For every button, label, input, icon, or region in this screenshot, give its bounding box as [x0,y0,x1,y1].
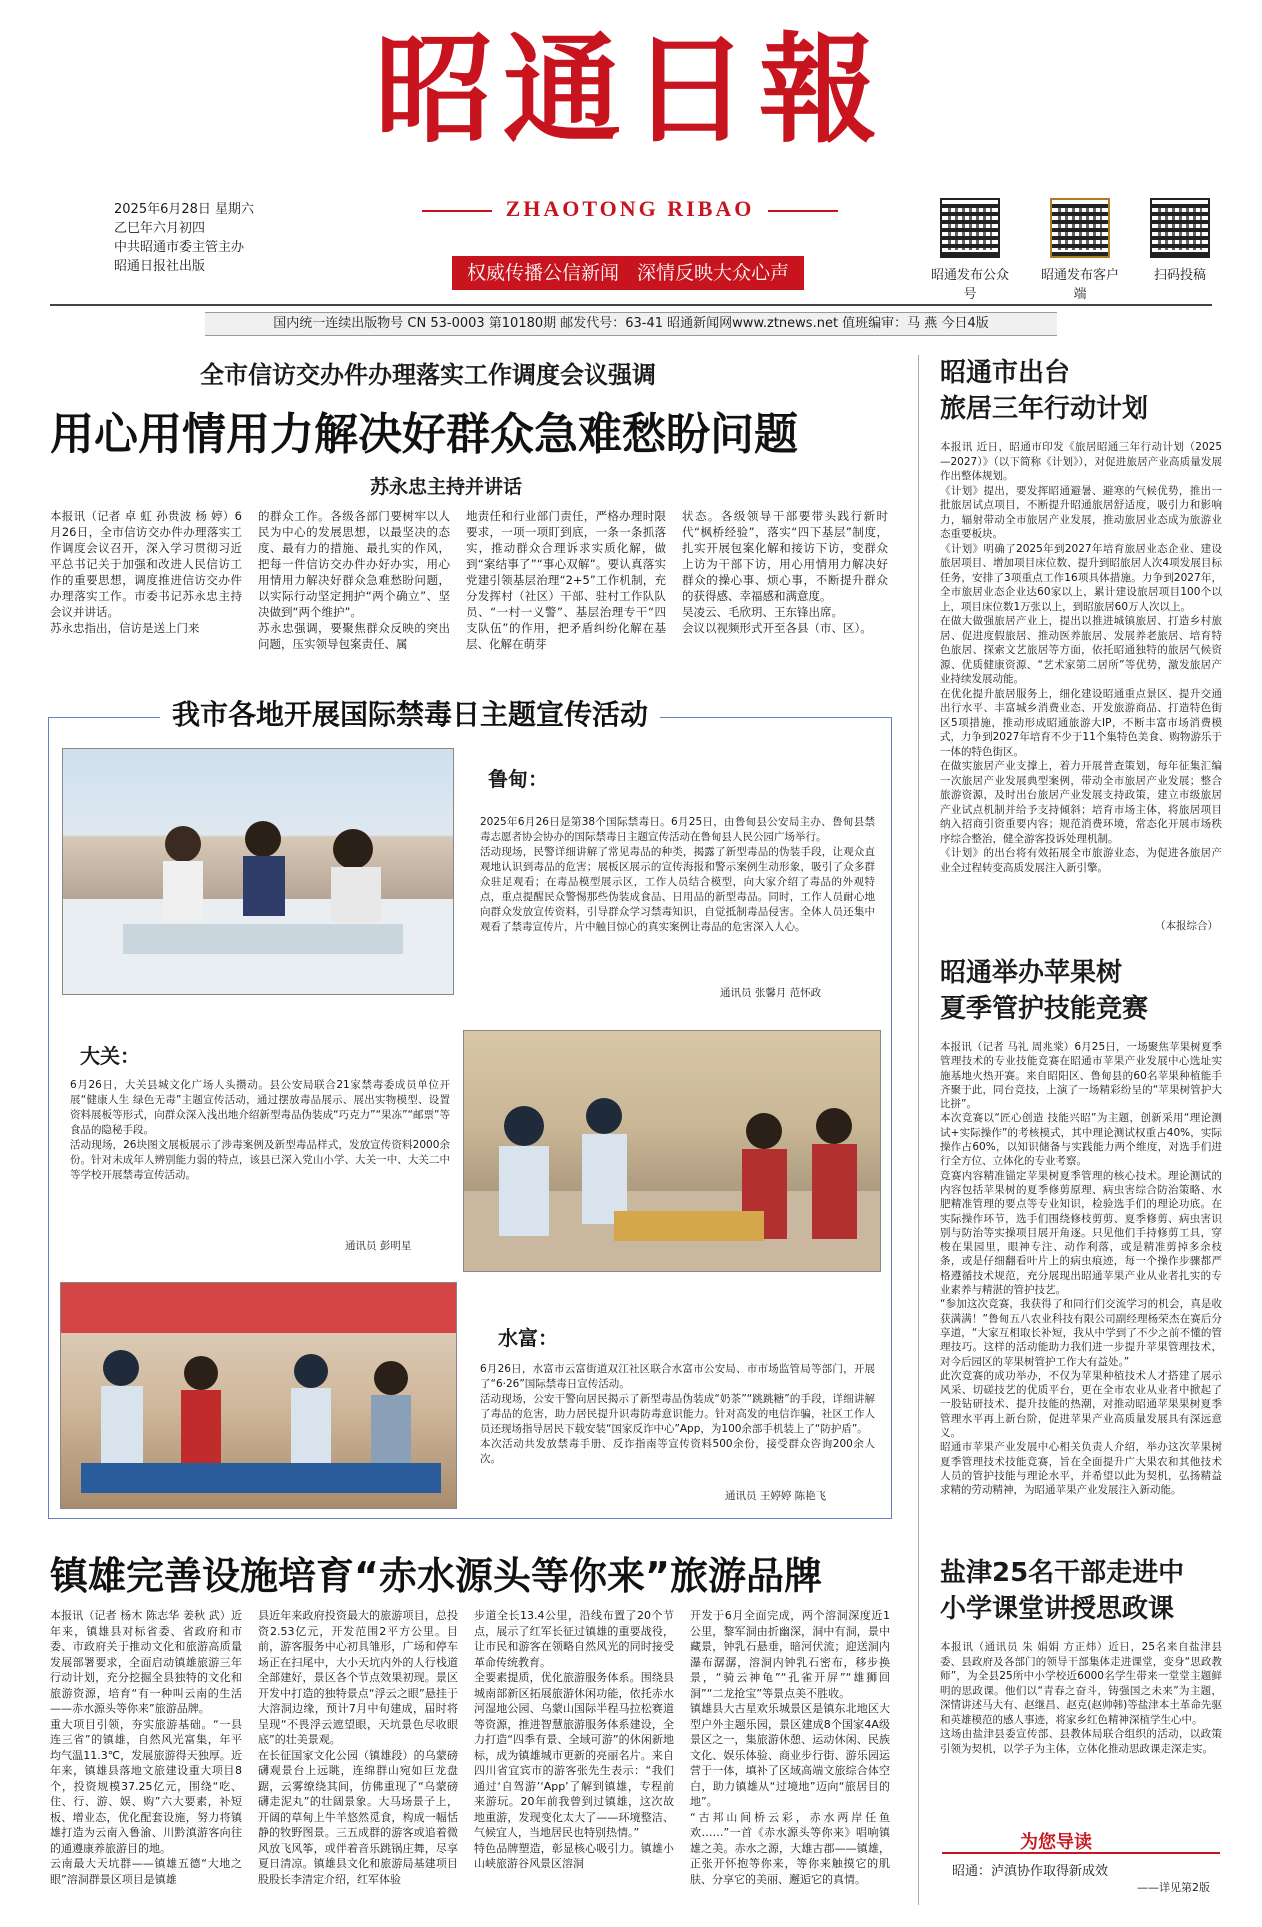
issue-meta [114,200,254,276]
side1-text: 本报讯 近日，昭通市印发《旅居昭通三年行动计划（2025—2027）》（以下简称《计划》），对促进旅居产业高质量发展作出整体规划。 《计划》提出，要发挥昭通避暑、避寒的气候优势，推出一批旅居试点项目，不断提升昭通旅居舒适度，吸引力和影响力，辐射带动全市旅居产业发展，推动旅居业态成为旅游业态重要板块。 《计划》明确了2025年到2027年培育旅居业态企业、建设旅居项目、增加项目床位数、提升到昭旅居人次4项发展目标任务，安排了3项重点工作16项具体措施。力争到2027年，全市旅居业态企业达60家以上，累计建设旅居项目100个以上，项目床位数1万张以上，到昭旅居60万人次以上。 在做大做强旅居产业上，提出以推进城镇旅居、打造乡村旅居、促进度假旅居、推动医养旅居、发展养老旅居、培育特色旅居、探索文艺旅居等方面，依托昭通独特的旅居气候资源、优质健康资源、“艺术家第二居所”等优势，激发旅居产业持续发展动能。 在优化提升旅居服务上，细化建设昭通重点景区、提升交通出行水平、丰富城乡消费业态、开发旅游商品、打造特色街区5项措施，推动形成昭通旅游大IP，不断丰富市场消费模式，力争到2027年培育不少于11个集特色美食、购物游乐于一体的特色街区。 在做实旅居产业支撑上，着力开展普查策划，每年征集汇编一次旅居产业发展典型案例，带动全市旅居产业发展；整合旅游资源，及时出台旅居产业发展支持政策，建立市级旅居产业试点机制并给予支持倾斜；培育市场主体，将旅居项目纳入招商引资重要内容；规范消费环境，常态化开展市场秩序综合整治，健全游客投诉处理机制。 《计划》的出台将有效拓展全市旅游业态，为促进各旅居产业全过程转变高质发展注入新引擎。 [940,441,1222,874]
article2-col: 本报讯（记者 杨木 陈志华 姜秋 武）近年来，镇雄县对标省委、省政府和市委、市政府关于推动文化和旅游高质量发展部署要求，全面启动镇雄旅游三年行动计划，充分挖掘全县独特的文化和旅游资源，培育“有一种叫云南的生活——赤水源头等你来”旅游品牌。 重大项目引领，夯实旅游基础。“一县连三省”的镇雄，自然风光富集，年平均气温11.3℃，发展旅游得天独厚。近年来，镇雄县落地文旅建设重大项目8个，投资规模37.25亿元，围绕“吃、住、行、游、娱、购”六大要素，补短板、增业态，优化配套设施，努力将镇雄打造为云南入鲁渝、川黔滇游客向往的通遵康养旅游目的地。 云南最大天坑群——镇雄五德“大地之眼”溶洞群景区项目是镇雄 [50,1609,242,1886]
shuifu-photo [60,1282,457,1509]
guide-page: ——详见第2版 [1137,1881,1210,1894]
article1-col: 本报讯（记者 卓 虹 孙贵波 杨 婷）6月26日，全市信访交办件办理落实工作调度会议召开，深入学习贯彻习近平总书记关于加强和改进人民信访工作的重要思想，调度推进信访交办件办理落实工作。市委书记苏永忠主持会议并讲话。 苏永忠指出，信访是送上门来 [50,509,242,635]
daguan-credit: 通讯员 彭明星 [345,1240,412,1252]
newspaper-masthead: 昭通日報 [374,20,887,159]
people-illustration-icon [464,1031,880,1271]
side3-text: 本报讯（通讯员 朱 娟娟 方正炜）近日，25名来自盐津县委、县政府及各部门的领导干部集体走进课堂，变身“思政教师”，为全县25所中小学校近6000名学生带来一堂堂主题鲜明的思政课。他们以“青春之奋斗，铸强国之未来”为主题，深情讲述马大有、赵继昌、赵克(赵帅韩)等盐津本土革命先驱和英雄模范的感人事迹，将家乡红色精神深植学生心中。 这场由盐津县委宣传部、县教体局联合组织的活动，以政策引领为契机，以学子为主体，立体化推动思政课走深走实。 [940,1641,1222,1755]
ludian-label: 鲁甸： [488,767,548,791]
issue-publisher: 昭通日报社出版 [114,259,206,274]
article1-headline[interactable]: 用心用情用力解决好群众急难愁盼问题 [50,409,798,460]
article1-col: 状态。各级领导干部要带头践行新时代“枫桥经验”，落实“四下基层”制度，扎实开展包案化解和接访下访，变群众上访为干部下访，用心用情用力解决好群众的操心事、烦心事，不断提升群众的获得感、幸福感和满意度。 吴凌云、毛欣玥、王东锋出席。 会议以视频形式开至各县（市、区）。 [682,509,888,635]
people-illustration-icon [61,1283,456,1508]
daguan-photo [463,1030,881,1272]
side1-headline-line: 昭通市出台 [940,358,1071,388]
ludian-text [480,800,875,985]
side3-headline[interactable] [940,1555,1184,1627]
shuifu-text: 6月26日，水富市云富街道双江社区联合水富市公安局、市市场监管局等部门，开展了“6·26”国际禁毒日宣传活动。 活动现场，公安干警向居民揭示了新型毒品伪装成“奶茶”“跳跳糖”的手段，详细讲解了毒品的危害，助力居民提升识毒防毒意识能力。针对高发的电信诈骗，社区工作人员还现场指导居民下载安装“国家反诈中心”App，为100余部手机装上了“防护盾”。 本次活动共发放禁毒手册、反诈指南等宣传资料500余份，接受群众咨询200余人次。 [480,1363,875,1465]
article1-col: 的群众工作。各级各部门要树牢以人民为中心的发展思想，以最坚决的态度、最有力的措施、最扎实的作风，把每一件信访交办件办好办实，用心用情用力解决好群众急难愁盼问题，以实际行动坚定拥护“两个确立”、坚决做到“两个维护”。 苏永忠强调，要聚焦群众反映的突出问题，压实领导包案责任、属 [258,509,450,651]
article1-subhead: 苏永忠主持并讲话 [370,476,523,498]
side2-text: 本报讯（记者 马礼 周兆棠）6月25日，一场聚焦苹果树夏季管理技术的专业技能竞赛在昭通市苹果产业发展中心选址实施基地火热开赛。来自昭阳区、鲁甸县的60名苹果种植能手齐聚于此，同台竞技，上演了一场精彩纷呈的“苹果树管护大比拼”。 本次竞赛以“匠心创造 技能兴昭”为主题，创新采用“理论测试+实际操作”的考核模式，其中理论测试权重占40%，实际操作占60%，以知识储备与实践能力两个维度，对选手们进行全方位、立体化的专业考察。 竞赛内容精准锚定苹果树夏季管理的核心技术。理论测试的内容包括苹果树的夏季修剪原理、病虫害综合防治策略、水肥精准管理的要点等专业知识，检验选手们的理论功底。在实际操作环节，选手们围绕修枝剪剪、夏季修剪、病虫害识别与防治等实操项目展开角逐。只见他们手持修剪工具，穿梭在果园里，眼神专注、动作利落，或是精准剪掉多余枝条，或是仔细翻看叶片上的病虫痕迹，每一个操作步骤都严格遵循技术规范，充分展现出昭通苹果产业从业者扎实的专业素养与精湛的管护技艺。 “参加这次竞赛，我获得了和同行们交流学习的机会，真是收获满满！”鲁甸五八农业科技有限公司副经理杨荣杰在赛后分享道，“大家互相取长补短，我从中学到了不少之前不懂的管理技巧。这样的活动能助力我们进一步提升苹果管理技术，对今后园区的苹果树管护工作大有益处。” 此次竞赛的成功举办，不仅为苹果种植技术人才搭建了展示风采、切磋技艺的优质平台，更在全市农业从业者中掀起了一股钻研技术、提升技能的热潮，对推动昭通苹果果树夏季管理水平再上新台阶，促进苹果产业高质量发展具有深远意义。 昭通市苹果产业发展中心相关负责人介绍，举办这次苹果树夏季管理技术技能竞赛，旨在全面提升广大果农和其他技术人员的管护技能与理论水平，并希望以此为契机，弘扬精益求精的劳动精神，为昭通苹果产业发展注入新动能。 [940,1041,1222,1497]
qr-public-account[interactable] [930,198,1010,302]
slogan-banner [452,256,804,290]
column-divider [918,355,919,1905]
ludian-body: 2025年6月26日是第38个国际禁毒日。6月25日，由鲁甸县公安局主办、鲁甸县禁毒志愿者协会协办的国际禁毒日主题宣传活动在鲁甸县人民公园广场举行。 活动现场，民警详细讲解了常见毒品的种类，揭露了新型毒品的伪装手段，让观众直观地认识到毒品的危害；展板区展示的宣传海报和警示案例生动形象，吸引了众多群众驻足观看；在毒品模型展示区，工作人员结合模型，向大家介绍了毒品的外观特点，重点提醒民众警惕那些伪装成食品、日用品的新型毒品。同时，工作人员耐心地向群众发放宣传资料，引导群众学习禁毒知识，自觉抵制毒品侵害。全体人员还集中观看了禁毒宣传片，片中触目惊心的真实案例让毒品的危害深入人心。 [480,816,875,933]
qr-code-icon [940,198,1000,258]
side2-headline-line: 夏季管护技能竞赛 [940,994,1149,1024]
side3-headline-line: 盐津25名干部走进中 [940,1558,1185,1588]
feature-headline[interactable]: 我市各地开展国际禁毒日主题宣传活动 [160,693,660,733]
qr-label: 扫码投稿 [1153,268,1206,283]
slogan-left: 权威传播公信新闻 [466,262,619,284]
article1-kicker: 全市信访交办件办理落实工作调度会议强调 [200,361,656,389]
people-illustration-icon [63,749,453,994]
ludian-photo [62,748,454,995]
masthead-pinyin: ZHAOTONG RIBAO [395,196,865,222]
side2-headline-line: 昭通举办苹果树 [940,958,1123,988]
slogan-right: 深情反映大众心声 [637,262,790,284]
article2-col: 县近年来政府投资最大的旅游项目，总投资2.53亿元，开发范围2平方公里。目前，游客服务中心初具雏形，广场和停车场正在扫尾中，大小天坑内外的人行栈道全部建好，景区各个节点效果初现。景区开发中打造的独特景点“浮云之眼”悬挂于大溶洞边缘，预计7月中旬建成，届时将呈现“不畏浮云遮望眼，天坑景色尽收眼底”的壮美景观。 在长征国家文化公园（镇雄段）的乌蒙磅礴观景台上远眺，连绵群山宛如巨龙盘踞，云雾缭绕其间，仿佛重现了“乌蒙磅礴走泥丸”的壮阔景象。大马场景子上，开阔的草甸上牛羊悠然觅食，构成一幅恬静的牧野图景。三五成群的游客或追着微风放飞风筝，或伴着音乐跳锅庄舞，尽享夏日清凉。镇雄县文化和旅游局基建项目股股长李清定介绍，红军体验 [258,1609,458,1886]
masthead-rule [50,304,1212,306]
qr-label: 昭通发布客户端 [1040,268,1119,302]
side1-headline-line: 旅居三年行动计划 [940,394,1149,424]
article1-col: 地责任和行业部门责任，严格办理时限要求，一项一项盯到底，一条一条抓落实，推动群众合理诉求实质化解，做到“案结事了”“事心双解”。要认真落实党建引领基层治理“2+5”工作机制，充分发挥村（社区）干部、驻村工作队队员、“一村一义警”、基层治理专干“四支队伍”的作用，把矛盾纠纷化解在基层、化解在萌芽 [466,509,666,651]
publication-info-bar: 国内统一连续出版物号 CN 53-0003 第10180期 邮发代号：63-41 昭通新闻网www.ztnews.net 值班编审：马 燕 今日4版 [205,312,1057,336]
qr-code-icon [1150,198,1210,258]
article2-headline[interactable]: 镇雄完善设施培育“赤水源头等你来”旅游品牌 [50,1554,822,1598]
issue-date: 2025年6月28日 星期六 [114,202,255,217]
side1-headline[interactable] [940,355,1148,427]
article2-col: 步道全长13.4公里，沿线布置了20个节点，展示了红军长征过镇雄的重要战役，让市民和游客在领略自然风光的同时接受革命传统教育。 全要素提质，优化旅游服务体系。围绕县城南部新区拓展旅游休闲功能，依托赤水河湿地公园、乌蒙山国际半程马拉松赛道等资源，推进智慧旅游服务体系建设，全力打造“四季有景、全域可游”的休闲新地标，成为镇雄城市更新的亮丽名片。来自四川省宜宾市的游客张先生表示：“我们通过‘自驾游’‘App’了解到镇雄，专程前来游玩。20年前我曾到过镇雄，这次故地重游，发现变化太大了——环境整洁、气候宜人，当地居民也特别热情。” 特色品牌塑造，彰显核心吸引力。镇雄小山峡旅游谷风景区溶洞 [474,1609,674,1870]
article2-col: 开发于6月全面完成，两个溶洞深度近1公里，黎军洞由折幽深，洞中有洞，景中藏景，钟乳石悬垂，暗河伏流；迎送洞内瀑布潺潺，溶洞内钟乳石密布，移步换景，“骑云神龟”“孔雀开屏”“雄狮回洞”“二龙抢宝”等景点美不胜收。 镇雄县大古星欢乐城景区是镇东北地区大型户外主题乐园，景区建成8个国家4A级景区之一，集旅游休憩、运动休闲、民族文化、娱乐体验、商业步行街、游乐园运营于一体，填补了区域高端文旅综合体空白，助力镇雄从“过境地”迈向“旅居目的地”。 “古邦山间桥云彩，赤水两岸任鱼欢……”一首《赤水源头等你来》唱响镇雄之美。赤水之源，大雄古郡——镇雄，正张开怀抱等你来，等你来触摸它的肌肤、分享它的美丽、邂逅它的真情。 [690,1609,890,1886]
qr-client[interactable] [1040,198,1120,302]
guide-item[interactable]: 昭通：泸滇协作取得新成效 [952,1864,1109,1879]
daguan-text: 6月26日，大关县城文化广场人头攒动。县公安局联合21家禁毒委成员单位开展“健康人生 绿色无毒”主题宣传活动，通过摆放毒品展示、展出实物模型、设置资料展板等形式，向群众深入浅出地介绍新型毒品伪装成“巧克力”“果冻”“邮票”等食品的隐秘手段。 活动现场，26块图文展板展示了涉毒案例及新型毒品样式，发放宣传资料2000余份。针对未成年人辨别能力弱的特点，该县已深入党山小学、大关一中、大关二中等学校开展禁毒宣传活动。 [70,1079,450,1181]
qr-submit[interactable] [1140,198,1220,283]
daguan-label: 大关： [80,1044,140,1068]
issue-sponsor: 中共昭通市委主管主办 [114,240,245,255]
issue-lunar: 乙巳年六月初四 [114,221,206,236]
qr-code-icon [1050,198,1110,258]
side2-headline[interactable] [940,955,1148,1027]
shuifu-credit: 通讯员 王婷婷 陈艳飞 [725,1490,827,1502]
guide-title: 为您导读 [1020,1832,1092,1853]
shuifu-label: 水富： [498,1326,558,1350]
qr-label: 昭通发布公众号 [930,268,1009,302]
ludian-credit: 通讯员 张馨月 范怀政 [720,987,822,999]
guide-box[interactable] [942,1852,1220,1909]
side3-headline-line: 小学课堂讲授思政课 [940,1594,1175,1624]
side1-credit: （本报综合） [1155,920,1218,932]
